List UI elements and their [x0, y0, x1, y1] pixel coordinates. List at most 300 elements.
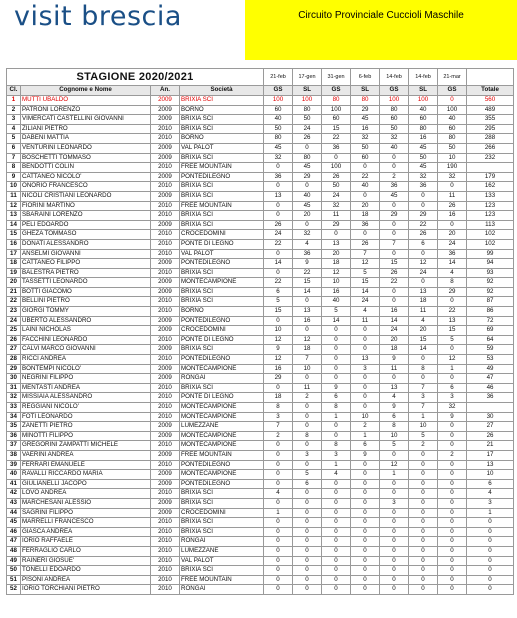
value-cell: 80 — [322, 96, 351, 106]
value-cell: 0 — [351, 345, 380, 355]
total-cell: 94 — [467, 259, 514, 269]
value-cell: 2010 — [151, 335, 180, 345]
total-cell: 232 — [467, 153, 514, 163]
value-cell: 16 — [322, 287, 351, 297]
value-cell: 2010 — [151, 134, 180, 144]
value-cell: 2010 — [151, 124, 180, 134]
value-cell: 0 — [380, 297, 409, 307]
athlete-name-cell: VIMERCATI CASTELLINI GIOVANNI — [21, 115, 151, 125]
value-cell: 0 — [351, 326, 380, 336]
athlete-name-cell: BONTEMPI NICOLO' — [21, 364, 151, 374]
rank-cell: 8 — [7, 163, 21, 173]
table-row — [7, 393, 514, 403]
value-cell: 0 — [293, 182, 322, 192]
value-cell: 8 — [438, 278, 467, 288]
value-cell: 0 — [380, 585, 409, 595]
athlete-name-cell: MENTASTI ANDREA — [21, 383, 151, 393]
value-cell: 0 — [438, 518, 467, 528]
value-cell: 2010 — [151, 546, 180, 556]
value-cell: 2010 — [151, 575, 180, 585]
value-cell: 2009 — [151, 345, 180, 355]
rank-cell: 42 — [7, 489, 21, 499]
value-cell: 4 — [351, 307, 380, 317]
value-cell: 0 — [380, 479, 409, 489]
value-cell: 0 — [293, 556, 322, 566]
value-cell: 12 — [264, 335, 293, 345]
value-cell: 0 — [264, 182, 293, 192]
table-row — [7, 316, 514, 326]
value-cell: 0 — [351, 230, 380, 240]
value-cell: 0 — [351, 508, 380, 518]
value-cell: 32 — [438, 172, 467, 182]
value-cell: 100 — [322, 105, 351, 115]
value-cell: 0 — [322, 518, 351, 528]
value-cell: 0 — [380, 153, 409, 163]
value-cell: 22 — [438, 307, 467, 317]
season-row — [7, 69, 514, 86]
rank-cell: 24 — [7, 316, 21, 326]
table-row — [7, 268, 514, 278]
table-row — [7, 450, 514, 460]
athlete-name-cell: DONATI ALESSANDRO — [21, 239, 151, 249]
value-cell: 7 — [409, 383, 438, 393]
total-cell: 10 — [467, 470, 514, 480]
value-cell: 0 — [322, 575, 351, 585]
value-cell: 40 — [293, 191, 322, 201]
athlete-name-cell: ONORIO FRANCESCO — [21, 182, 151, 192]
total-cell — [467, 403, 514, 413]
value-cell: 0 — [438, 220, 467, 230]
value-cell: 45 — [380, 191, 409, 201]
club-cell: LUMEZZANE — [180, 422, 264, 432]
value-cell: 80 — [293, 153, 322, 163]
athlete-name-cell: REGGIANI NICOLO' — [21, 403, 151, 413]
table-row — [7, 230, 514, 240]
total-cell: 0 — [467, 556, 514, 566]
date-header: 21-feb — [264, 69, 293, 86]
table-row — [7, 546, 514, 556]
value-cell: 29 — [322, 220, 351, 230]
table-row — [7, 508, 514, 518]
value-cell: 80 — [293, 105, 322, 115]
value-cell: 3 — [380, 498, 409, 508]
club-cell: BRIXIA SCI — [180, 527, 264, 537]
value-cell: 29 — [409, 211, 438, 221]
value-cell: 10 — [351, 412, 380, 422]
value-cell: 6 — [351, 441, 380, 451]
club-cell: PONTEDILEGNO — [180, 355, 264, 365]
value-cell: 2009 — [151, 172, 180, 182]
value-cell: 2010 — [151, 585, 180, 595]
value-cell: 12 — [380, 460, 409, 470]
value-cell: 2010 — [151, 297, 180, 307]
value-cell: 3 — [293, 450, 322, 460]
total-cell: 295 — [467, 124, 514, 134]
value-cell: 0 — [409, 518, 438, 528]
rank-cell: 14 — [7, 220, 21, 230]
value-cell: 15 — [409, 335, 438, 345]
value-cell: 0 — [351, 566, 380, 576]
value-cell: 0 — [380, 518, 409, 528]
value-cell: 0 — [322, 326, 351, 336]
table-row — [7, 143, 514, 153]
value-cell: 6 — [438, 383, 467, 393]
value-cell: 2010 — [151, 556, 180, 566]
value-cell: 26 — [438, 201, 467, 211]
value-cell: 32 — [264, 153, 293, 163]
value-cell: 0 — [409, 470, 438, 480]
club-cell: CROCEDOMINI — [180, 230, 264, 240]
rank-cell: 49 — [7, 556, 21, 566]
value-cell: 0 — [322, 508, 351, 518]
athlete-name-cell: ANSELMI GIOVANNI — [21, 249, 151, 259]
club-cell: MONTECAMPIONE — [180, 441, 264, 451]
value-cell: 0 — [293, 326, 322, 336]
rank-cell: 38 — [7, 450, 21, 460]
total-cell: 93 — [467, 268, 514, 278]
value-cell: 0 — [409, 355, 438, 365]
value-cell: 0 — [293, 566, 322, 576]
rank-cell: 6 — [7, 143, 21, 153]
value-cell: 13 — [293, 307, 322, 317]
value-cell: 7 — [409, 403, 438, 413]
value-cell: 0 — [322, 422, 351, 432]
value-cell: 2009 — [151, 259, 180, 269]
value-cell: 0 — [438, 441, 467, 451]
value-cell: 13 — [409, 287, 438, 297]
banner-title: Circuito Provinciale Cuccioli Maschile — [298, 10, 464, 21]
value-cell: 16 — [380, 307, 409, 317]
value-cell: 80 — [409, 124, 438, 134]
athlete-name-cell: FERRAGLIO CARLO — [21, 546, 151, 556]
club-cell: LUMEZZANE — [180, 546, 264, 556]
rank-cell: 11 — [7, 191, 21, 201]
value-cell: 0 — [351, 489, 380, 499]
rank-cell: 28 — [7, 355, 21, 365]
value-cell: 4 — [293, 239, 322, 249]
athlete-name-cell: TASSETTI LEONARDO — [21, 278, 151, 288]
value-cell: 2009 — [151, 479, 180, 489]
club-cell: PONTE DI LEGNO — [180, 393, 264, 403]
value-cell: 0 — [380, 527, 409, 537]
table-row — [7, 307, 514, 317]
club-cell: PONTEDILEGNO — [180, 316, 264, 326]
value-cell: 1 — [322, 412, 351, 422]
title-banner — [245, 0, 517, 60]
value-cell: 2 — [264, 431, 293, 441]
value-cell: 24 — [264, 230, 293, 240]
total-cell: 0 — [467, 575, 514, 585]
value-cell: 18 — [351, 211, 380, 221]
club-cell: BRIXIA SCI — [180, 115, 264, 125]
athlete-name-cell: UBERTO ALESSANDRO — [21, 316, 151, 326]
value-cell: 10 — [409, 422, 438, 432]
club-cell: BORNO — [180, 105, 264, 115]
value-cell: 3 — [264, 412, 293, 422]
column-header: SL — [293, 86, 322, 96]
value-cell: 36 — [409, 182, 438, 192]
value-cell: 15 — [438, 326, 467, 336]
value-cell: 0 — [380, 374, 409, 384]
value-cell: 2009 — [151, 508, 180, 518]
athlete-name-cell: RAINERI GIOSUE' — [21, 556, 151, 566]
value-cell: 0 — [380, 201, 409, 211]
value-cell: 11 — [380, 364, 409, 374]
club-cell: MONTECAMPIONE — [180, 412, 264, 422]
table-row — [7, 115, 514, 125]
total-cell: 0 — [467, 566, 514, 576]
table-row — [7, 287, 514, 297]
total-cell: 59 — [467, 345, 514, 355]
club-cell: BRIXIA SCI — [180, 220, 264, 230]
value-cell: 1 — [322, 460, 351, 470]
table-row — [7, 278, 514, 288]
value-cell: 0 — [438, 431, 467, 441]
athlete-name-cell: NEGRINI FILIPPO — [21, 374, 151, 384]
value-cell: 2009 — [151, 364, 180, 374]
value-cell: 20 — [293, 211, 322, 221]
total-cell: 288 — [467, 134, 514, 144]
value-cell: 100 — [438, 105, 467, 115]
total-cell: 26 — [467, 431, 514, 441]
value-cell: 2010 — [151, 566, 180, 576]
value-cell: 0 — [409, 489, 438, 499]
athlete-name-cell: DABENI MATTIA — [21, 134, 151, 144]
value-cell: 2010 — [151, 412, 180, 422]
club-cell: FREE MOUNTAIN — [180, 575, 264, 585]
value-cell: 26 — [322, 172, 351, 182]
club-cell: BRIXIA SCI — [180, 345, 264, 355]
value-cell: 0 — [380, 163, 409, 173]
value-cell: 20 — [438, 230, 467, 240]
total-cell: 0 — [467, 546, 514, 556]
value-cell: 29 — [264, 374, 293, 384]
athlete-name-cell: FOTI LEONARDO — [21, 412, 151, 422]
value-cell: 2009 — [151, 374, 180, 384]
value-cell: 0 — [293, 585, 322, 595]
value-cell: 36 — [351, 220, 380, 230]
club-cell: PONTEDILEGNO — [180, 460, 264, 470]
value-cell: 22 — [380, 278, 409, 288]
value-cell: 8 — [409, 364, 438, 374]
date-header: 17-gen — [293, 69, 322, 86]
total-cell: 36 — [467, 393, 514, 403]
value-cell: 0 — [438, 297, 467, 307]
column-header: Cl. — [7, 86, 21, 96]
value-cell: 3 — [409, 393, 438, 403]
value-cell: 8 — [293, 431, 322, 441]
value-cell: 6 — [264, 287, 293, 297]
value-cell: 13 — [322, 239, 351, 249]
value-cell: 0 — [351, 374, 380, 384]
value-cell: 0 — [322, 566, 351, 576]
value-cell: 5 — [409, 431, 438, 441]
value-cell: 0 — [409, 575, 438, 585]
table-row — [7, 163, 514, 173]
athlete-name-cell: MUTTI UBALDO — [21, 96, 151, 106]
value-cell: 0 — [438, 556, 467, 566]
standings-table — [6, 68, 514, 595]
value-cell: 50 — [409, 153, 438, 163]
athlete-name-cell: MINOTTI FILIPPO — [21, 431, 151, 441]
club-cell: MONTECAMPIONE — [180, 364, 264, 374]
club-cell: BRIXIA SCI — [180, 498, 264, 508]
value-cell: 0 — [351, 546, 380, 556]
value-cell: 0 — [264, 470, 293, 480]
total-cell: 46 — [467, 383, 514, 393]
value-cell: 50 — [380, 124, 409, 134]
club-cell: BORNO — [180, 307, 264, 317]
club-cell: BRIXIA SCI — [180, 153, 264, 163]
rank-cell: 31 — [7, 383, 21, 393]
total-cell: 355 — [467, 115, 514, 125]
athlete-name-cell: BALESTRA PIETRO — [21, 268, 151, 278]
value-cell: 0 — [409, 479, 438, 489]
club-cell: FREE MOUNTAIN — [180, 163, 264, 173]
value-cell: 100 — [264, 96, 293, 106]
club-cell: VAL PALOT — [180, 249, 264, 259]
table-row — [7, 182, 514, 192]
value-cell: 0 — [264, 163, 293, 173]
rank-cell: 15 — [7, 230, 21, 240]
total-cell: 17 — [467, 450, 514, 460]
value-cell: 26 — [264, 220, 293, 230]
athlete-name-cell: ZANETTI PIETRO — [21, 422, 151, 432]
club-cell: MONTECAMPIONE — [180, 403, 264, 413]
value-cell: 0 — [409, 249, 438, 259]
value-cell: 1 — [351, 431, 380, 441]
value-cell: 32 — [293, 230, 322, 240]
value-cell: 0 — [293, 220, 322, 230]
club-cell: BRIXIA SCI — [180, 96, 264, 106]
value-cell: 40 — [351, 182, 380, 192]
value-cell: 0 — [409, 460, 438, 470]
rank-cell: 29 — [7, 364, 21, 374]
value-cell: 50 — [438, 143, 467, 153]
table-row — [7, 479, 514, 489]
value-cell: 2009 — [151, 115, 180, 125]
rank-cell: 43 — [7, 498, 21, 508]
value-cell: 0 — [380, 249, 409, 259]
athlete-name-cell: PISONI ANDREA — [21, 575, 151, 585]
table-row — [7, 441, 514, 451]
page-header — [0, 0, 517, 62]
column-header: Società — [180, 86, 264, 96]
value-cell: 3 — [351, 364, 380, 374]
value-cell: 2009 — [151, 422, 180, 432]
table-row — [7, 470, 514, 480]
value-cell: 4 — [380, 393, 409, 403]
value-cell: 32 — [380, 134, 409, 144]
value-cell: 0 — [322, 335, 351, 345]
value-cell: 1 — [409, 412, 438, 422]
value-cell: 0 — [264, 201, 293, 211]
value-cell: 0 — [380, 220, 409, 230]
value-cell: 45 — [264, 143, 293, 153]
rank-cell: 2 — [7, 105, 21, 115]
value-cell: 13 — [351, 355, 380, 365]
value-cell: 0 — [409, 556, 438, 566]
athlete-name-cell: CATTANEO FILIPPO — [21, 259, 151, 269]
rank-cell: 51 — [7, 575, 21, 585]
total-cell: 69 — [467, 326, 514, 336]
value-cell: 0 — [438, 575, 467, 585]
value-cell: 60 — [380, 115, 409, 125]
total-cell: 179 — [467, 172, 514, 182]
rank-cell: 19 — [7, 268, 21, 278]
value-cell: 32 — [322, 201, 351, 211]
value-cell: 2010 — [151, 403, 180, 413]
value-cell: 45 — [409, 143, 438, 153]
value-cell: 15 — [293, 278, 322, 288]
value-cell: 0 — [438, 489, 467, 499]
value-cell: 0 — [409, 537, 438, 547]
club-cell: VAL PALOT — [180, 556, 264, 566]
value-cell: 10 — [264, 326, 293, 336]
value-cell: 2010 — [151, 518, 180, 528]
value-cell: 0 — [351, 460, 380, 470]
club-cell: BRIXIA SCI — [180, 566, 264, 576]
table-row — [7, 211, 514, 221]
value-cell: 0 — [322, 556, 351, 566]
club-cell: MONTECAMPIONE — [180, 470, 264, 480]
value-cell: 0 — [409, 450, 438, 460]
value-cell: 22 — [293, 268, 322, 278]
value-cell: 0 — [264, 268, 293, 278]
total-cell: 86 — [467, 307, 514, 317]
value-cell: 36 — [438, 249, 467, 259]
date-header: 14-feb — [380, 69, 409, 86]
club-cell: RONGAI — [180, 585, 264, 595]
rank-cell: 21 — [7, 287, 21, 297]
value-cell: 0 — [380, 287, 409, 297]
column-header: Totale — [467, 86, 514, 96]
value-cell: 32 — [351, 134, 380, 144]
value-cell: 0 — [322, 355, 351, 365]
value-cell: 0 — [264, 441, 293, 451]
value-cell: 0 — [322, 498, 351, 508]
value-cell: 0 — [293, 518, 322, 528]
value-cell: 0 — [322, 585, 351, 595]
value-cell: 0 — [264, 537, 293, 547]
table-row — [7, 201, 514, 211]
value-cell: 2009 — [151, 470, 180, 480]
value-cell: 0 — [409, 527, 438, 537]
value-cell: 9 — [322, 383, 351, 393]
athlete-name-cell: BOTTI GIACOMO — [21, 287, 151, 297]
value-cell: 80 — [351, 96, 380, 106]
value-cell: 2009 — [151, 105, 180, 115]
rank-cell: 20 — [7, 278, 21, 288]
value-cell: 40 — [438, 115, 467, 125]
value-cell: 22 — [351, 172, 380, 182]
rank-cell: 45 — [7, 518, 21, 528]
value-cell: 0 — [380, 450, 409, 460]
table-row — [7, 345, 514, 355]
total-cell: 0 — [467, 537, 514, 547]
value-cell: 2010 — [151, 201, 180, 211]
value-cell: 0 — [264, 479, 293, 489]
value-cell: 45 — [351, 115, 380, 125]
value-cell: 14 — [409, 345, 438, 355]
club-cell: PONTEDILEGNO — [180, 259, 264, 269]
rank-cell: 35 — [7, 422, 21, 432]
club-cell: PONTE DI LEGNO — [180, 335, 264, 345]
rank-cell: 3 — [7, 115, 21, 125]
value-cell: 0 — [351, 393, 380, 403]
table-row — [7, 355, 514, 365]
value-cell: 8 — [264, 403, 293, 413]
